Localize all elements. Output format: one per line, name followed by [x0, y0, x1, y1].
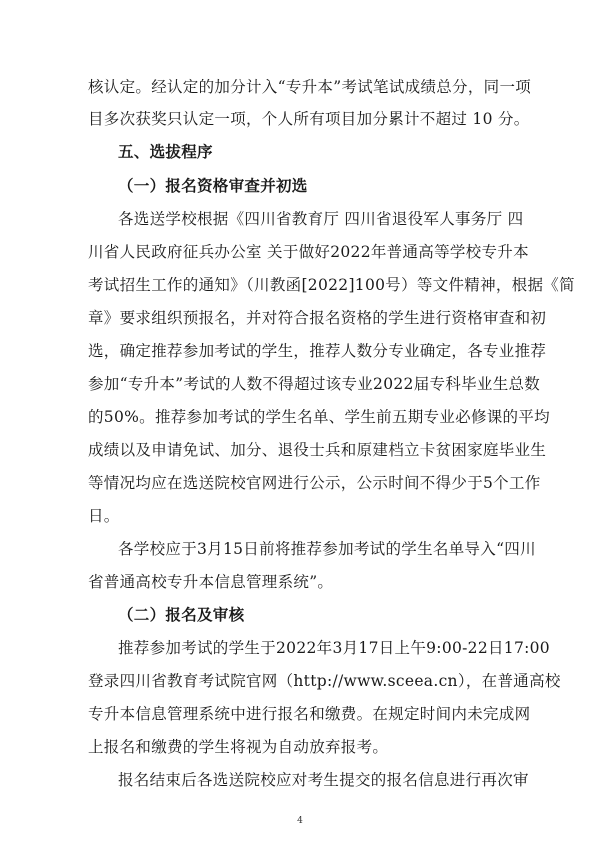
body-text-line: 川省人民政府征兵办公室 关于做好2022年普通高等学校专升本	[88, 243, 529, 261]
subsection-heading: （一）报名资格审查并初选	[118, 177, 308, 195]
body-text-line: 章》要求组织预报名，并对符合报名资格的学生进行资格审查和初	[88, 309, 547, 327]
body-text-line: 上报名和缴费的学生将视为自动放弃报考。	[88, 738, 389, 756]
subsection-heading: （二）报名及审核	[118, 606, 245, 624]
body-text-line: 考试招生工作的通知》（川教函[2022]100号）等文件精神，根据《简	[88, 276, 575, 294]
page-number: 4	[297, 816, 303, 826]
body-text-line: 等情况均应在选送院校官网进行公示，公示时间不得少于5个工作	[88, 474, 541, 492]
body-text-line: 专升本信息管理系统中进行报名和缴费。在规定时间内未完成网	[88, 705, 531, 723]
body-text-line: 日。	[88, 507, 120, 525]
body-text-line: 成绩以及申请免试、加分、退役士兵和原建档立卡贫困家庭毕业生	[88, 441, 547, 459]
body-text-line: 的50%。推荐参加考试的学生名单、学生前五期专业必修课的平均	[88, 408, 550, 426]
body-text-line: 省普通高校专升本信息管理系统”。	[88, 573, 334, 591]
body-text-line: 报名结束后各选送院校应对考生提交的报名信息进行再次审	[118, 771, 529, 789]
body-text-line: 核认定。经认定的加分计入“专升本”考试笔试成绩总分，同一项	[88, 78, 532, 96]
body-text-line: 目多次获奖只认定一项，个人所有项目加分累计不超过 10 分。	[88, 110, 530, 128]
body-text-line: 选，确定推荐参加考试的学生，推荐人数分专业确定，各专业推荐	[88, 342, 547, 360]
body-text-line: 各学校应于3月15日前将推荐参加考试的学生名单导入“四川	[118, 540, 536, 558]
body-text-line: 推荐参加考试的学生于2022年3月17日上午9:00-22日17:00	[118, 639, 550, 657]
body-text-line: 参加“专升本”考试的人数不得超过该专业2022届专科毕业生总数	[88, 375, 541, 393]
body-text-line: 登录四川省教育考试院官网（http://www.sceea.cn），在普通高校	[88, 672, 561, 690]
section-heading: 五、选拔程序	[118, 143, 213, 161]
body-text-line: 各选送学校根据《四川省教育厅 四川省退役军人事务厅 四	[118, 210, 524, 228]
